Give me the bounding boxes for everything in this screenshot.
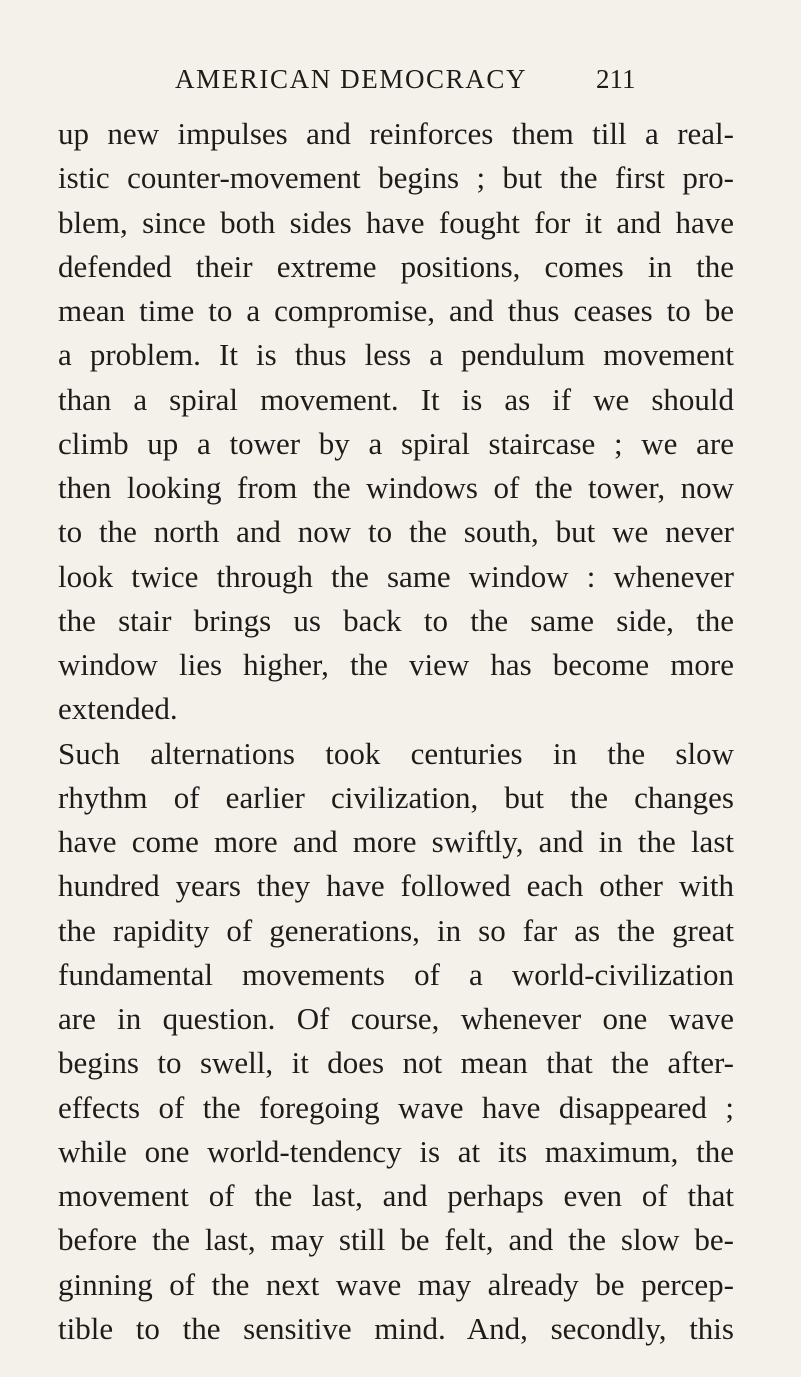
text-line: look twice through the same window : whenever xyxy=(58,558,734,594)
text-line: begins to swell, it does not mean that the after- xyxy=(58,1045,734,1081)
text-line: effects of the foregoing wave have disappeared ; xyxy=(58,1089,734,1125)
text-line: fundamental movements of a world-civilization xyxy=(58,956,734,992)
text-line-paragraph-end: extended. xyxy=(58,691,178,727)
page-number: 211 xyxy=(596,64,636,94)
text-line: the rapidity of generations, in so far as the great xyxy=(58,912,734,948)
running-head xyxy=(0,62,801,96)
running-title: AMERICAN DEMOCRACY xyxy=(175,64,528,94)
text-line: before the last, may still be felt, and the slow be- xyxy=(58,1222,734,1258)
text-line: window lies higher, the view has become more xyxy=(58,647,734,682)
text-line: the stair brings us back to the same side, the xyxy=(58,602,734,638)
text-line: are in question. Of course, whenever one wave xyxy=(58,1001,734,1036)
text-line: hundred years they have followed each other with xyxy=(58,868,734,904)
body-text xyxy=(58,112,734,1351)
text-line: tible to the sensitive mind. And, secondly, this xyxy=(58,1310,734,1346)
text-line-paragraph-start: Such alternations took centuries in the slow xyxy=(58,735,734,771)
text-line: a problem. It is thus less a pendulum movement xyxy=(58,337,734,373)
text-line: ginning of the next wave may already be percep- xyxy=(58,1266,734,1302)
text-line: have come more and more swiftly, and in the last xyxy=(58,824,734,859)
text-line: to the north and now to the south, but we never xyxy=(58,514,734,550)
text-line: blem, since both sides have fought for it and have xyxy=(58,204,734,240)
text-line: defended their extreme positions, comes in the xyxy=(58,248,734,284)
text-line: movement of the last, and perhaps even of that xyxy=(58,1178,734,1213)
text-line: climb up a tower by a spiral staircase ; we are xyxy=(58,425,734,461)
text-line: istic counter-movement begins ; but the first pro- xyxy=(58,160,734,196)
text-line: than a spiral movement. It is as if we should xyxy=(58,381,734,417)
text-line: mean time to a compromise, and thus ceases to be xyxy=(58,293,734,328)
text-line: rhythm of earlier civilization, but the changes xyxy=(58,779,734,815)
text-line: while one world-tendency is at its maximum, the xyxy=(58,1133,734,1169)
text-line: up new impulses and reinforces them till a real- xyxy=(58,116,734,151)
text-line: then looking from the windows of the tower, now xyxy=(58,470,734,505)
